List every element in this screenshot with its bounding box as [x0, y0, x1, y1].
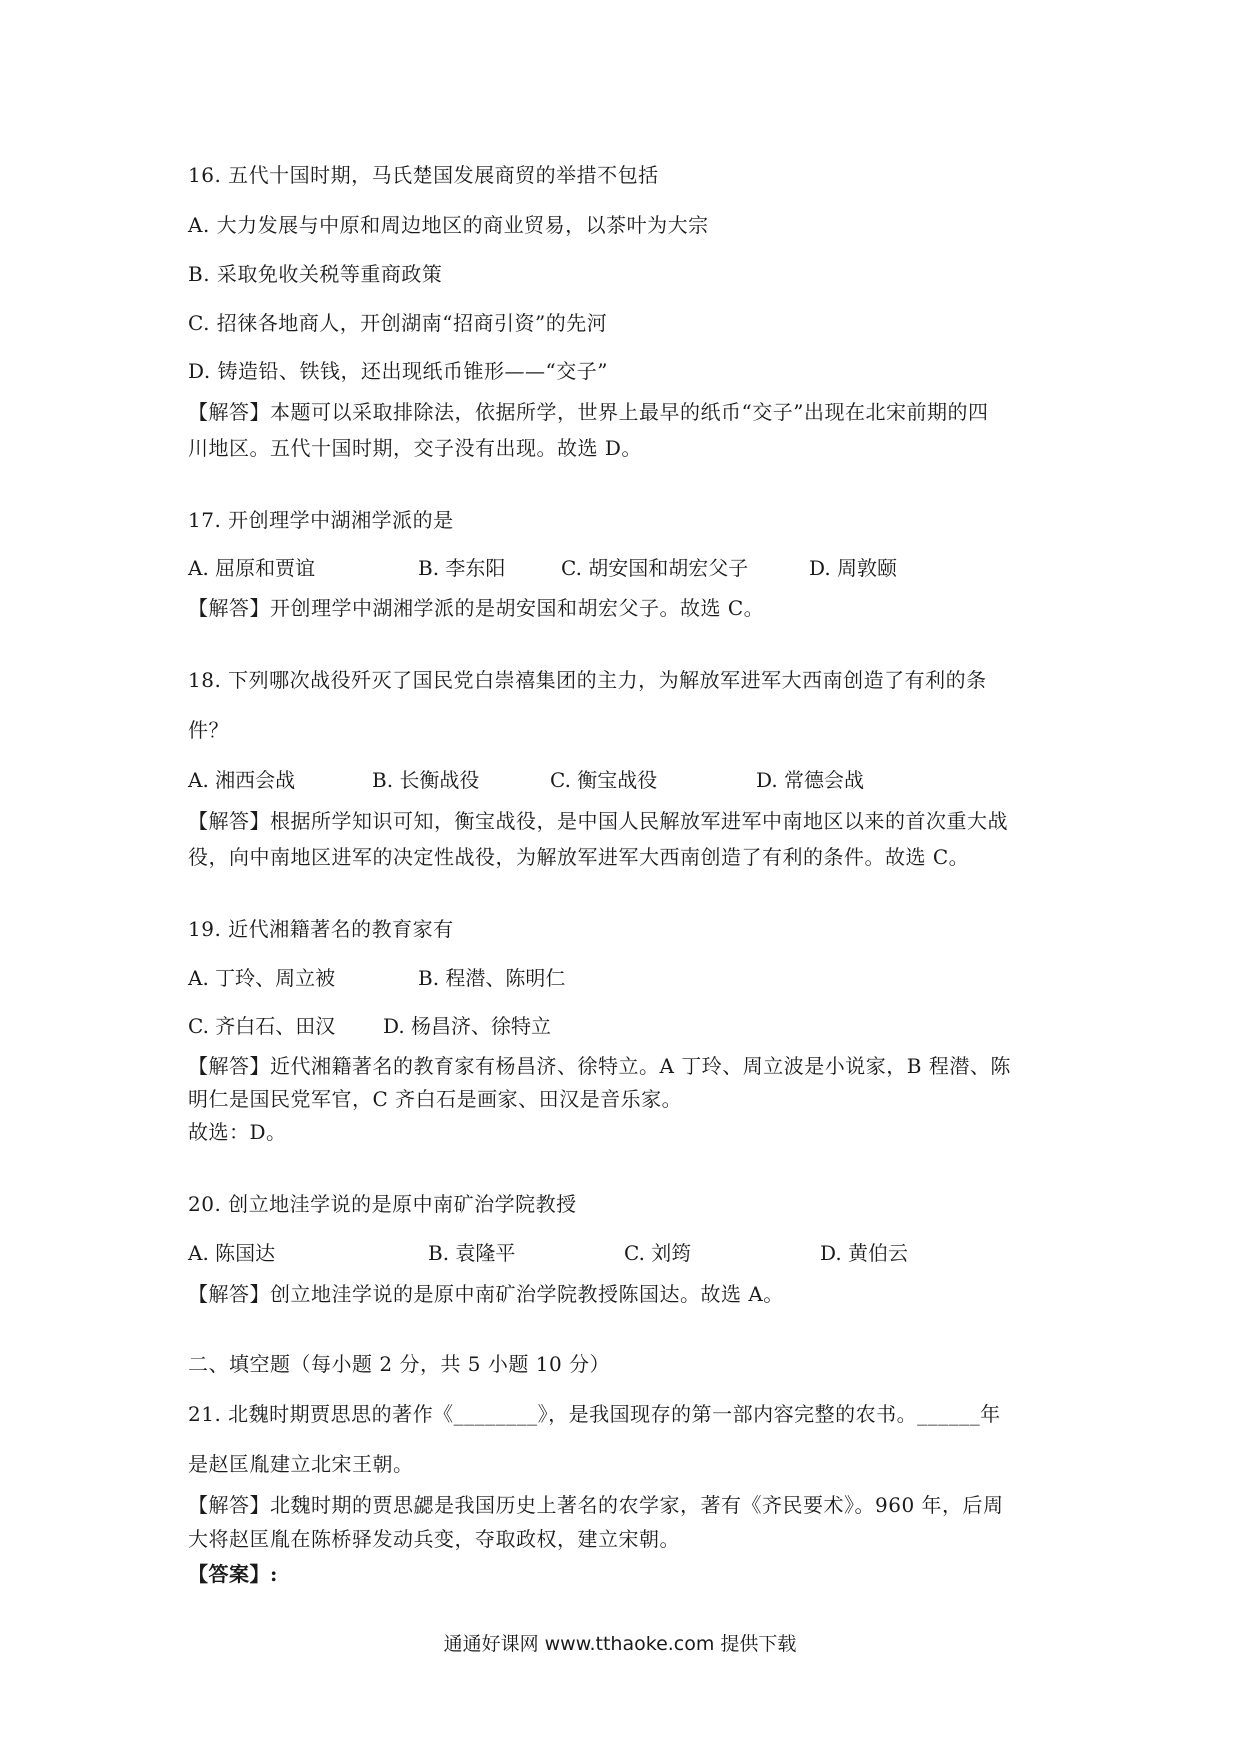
q20-question: 20. 创立地洼学说的是原中南矿治学院教授 [188, 1192, 577, 1216]
q21-answer-label: 【答案】: [188, 1562, 278, 1586]
q20-option-c: C. 刘筠 [624, 1241, 692, 1265]
q17-option-b: B. 李东阳 [418, 556, 506, 580]
q19-answer-line-1: 【解答】近代湘籍著名的教育家有杨昌济、徐特立。A 丁玲、周立波是小说家，B 程潜、陈 [188, 1054, 1011, 1078]
q18-answer-line-2: 役，向中南地区进军的决定性战役，为解放军进军大西南创造了有利的条件。故选 C。 [188, 845, 970, 869]
q19-option-a: A. 丁玲、周立被 [188, 966, 336, 990]
q18-question-line-1: 18. 下列哪次战役歼灭了国民党白崇禧集团的主力，为解放军进军大西南创造了有利的条 [188, 668, 987, 692]
q16-answer-line-1: 【解答】本题可以采取排除法，依据所学，世界上最早的纸币“交子”出现在北宋前期的四 [188, 400, 989, 424]
q17-answer: 【解答】开创理学中湖湘学派的是胡安国和胡宏父子。故选 C。 [188, 596, 765, 620]
q16-option-b: B. 采取免收关税等重商政策 [188, 262, 443, 286]
q21-answer-line-1: 【解答】北魏时期的贾思勰是我国历史上著名的农学家，著有《齐民要术》。960 年，后周 [188, 1493, 1004, 1517]
q18-option-a: A. 湘西会战 [188, 768, 296, 792]
q17-option-a: A. 屈原和贾谊 [188, 556, 316, 580]
q21-answer-line-2: 大将赵匡胤在陈桥驿发动兵变，夺取政权，建立宋朝。 [188, 1527, 680, 1551]
q21-question-line-2: 是赵匡胤建立北宋王朝。 [188, 1452, 414, 1476]
q19-option-c: C. 齐白石、田汉 [188, 1014, 336, 1038]
q18-option-c: C. 衡宝战役 [550, 768, 658, 792]
q18-answer-line-1: 【解答】根据所学知识可知，衡宝战役，是中国人民解放军进军中南地区以来的首次重大战 [188, 809, 1008, 833]
q16-option-a: A. 大力发展与中原和周边地区的商业贸易，以茶叶为大宗 [188, 213, 709, 237]
q16-option-d: D. 铸造铅、铁钱，还出现纸币锥形——“交子” [188, 359, 608, 383]
q17-question: 17. 开创理学中湖湘学派的是 [188, 508, 454, 532]
q17-option-d: D. 周敦颐 [809, 556, 898, 580]
page-footer: 通通好课网 www.tthaoke.com 提供下载 [443, 1633, 797, 1655]
q18-option-d: D. 常德会战 [756, 768, 865, 792]
q20-option-a: A. 陈国达 [188, 1241, 276, 1265]
q19-option-d: D. 杨昌济、徐特立 [383, 1014, 552, 1038]
q18-option-b: B. 长衡战役 [372, 768, 480, 792]
q18-question-line-2: 件？ [188, 718, 229, 742]
q20-answer: 【解答】创立地洼学说的是原中南矿治学院教授陈国达。故选 A。 [188, 1282, 784, 1306]
section-title: 二、填空题（每小题 2 分，共 5 小题 10 分） [188, 1352, 611, 1376]
q16-option-c: C. 招徕各地商人，开创湖南“招商引资”的先河 [188, 311, 608, 335]
q16-answer-line-2: 川地区。五代十国时期，交子没有出现。故选 D。 [188, 436, 642, 460]
q20-option-b: B. 袁隆平 [428, 1241, 516, 1265]
q19-question: 19. 近代湘籍著名的教育家有 [188, 917, 454, 941]
q17-option-c: C. 胡安国和胡宏父子 [561, 556, 749, 580]
q19-option-b: B. 程潜、陈明仁 [418, 966, 566, 990]
q20-option-d: D. 黄伯云 [820, 1241, 909, 1265]
q19-answer-line-3: 故选：D。 [188, 1120, 287, 1144]
q16-question: 16. 五代十国时期，马氏楚国发展商贸的举措不包括 [188, 163, 659, 187]
q21-question-line-1: 21. 北魏时期贾思思的著作《________》，是我国现存的第一部内容完整的农书。______年 [188, 1402, 1001, 1426]
q19-answer-line-2: 明仁是国民党军官，C 齐白石是画家、田汉是音乐家。 [188, 1087, 683, 1111]
